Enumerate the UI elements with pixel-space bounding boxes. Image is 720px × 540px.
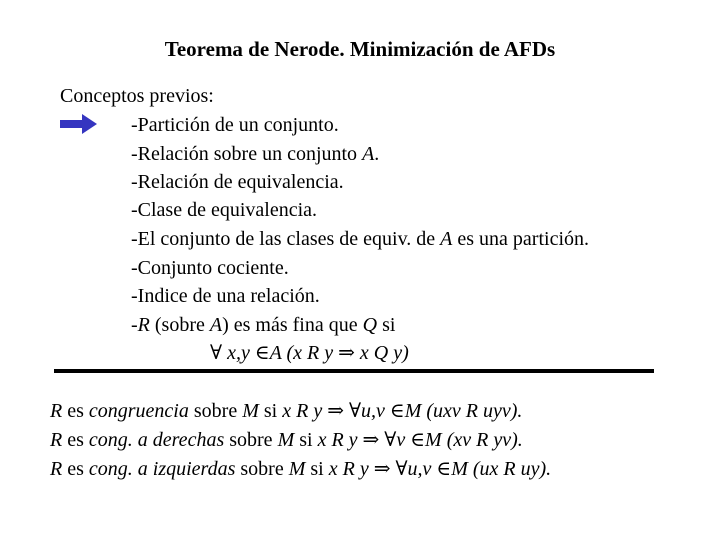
item-relacion-text: -Relación sobre un conjunto (131, 143, 358, 165)
item-mas-fina (131, 313, 395, 337)
def-es: es (67, 400, 84, 422)
def-m: M (277, 429, 295, 451)
item-relacion-conjunto (131, 142, 379, 166)
divider-rule (54, 369, 654, 373)
fina-mid: ) es más fina que (222, 314, 358, 336)
def-condition: x R y ⇒ ∀v ∈M (xv R yv). (317, 429, 523, 451)
def-es: es (67, 458, 84, 480)
definition-congruencia (50, 399, 522, 423)
def-sobre: sobre (229, 429, 273, 451)
item-clases-pre: -El conjunto de las clases de equiv. de (131, 228, 436, 250)
def-r: R (50, 458, 63, 480)
def-term: cong. a derechas (88, 429, 225, 451)
def-condition: x R y ⇒ ∀u,v ∈M (uxv R uyv). (282, 400, 523, 422)
def-m: M (242, 400, 259, 422)
fina-q: Q (362, 314, 378, 336)
intro-text: Conceptos previos: (60, 85, 214, 107)
item-particion: -Partición de un conjunto. (131, 114, 339, 136)
def-condition: x R y ⇒ ∀u,v ∈M (ux R uy). (328, 458, 552, 480)
item-relacion-var: A (362, 143, 375, 165)
item-relacion-end: . (374, 143, 380, 165)
item-clase: -Clase de equivalencia. (131, 199, 318, 221)
def-sobre: sobre (193, 400, 238, 422)
def-m: M (288, 458, 306, 480)
fina-a: A (209, 314, 223, 336)
def-si: si (263, 400, 278, 422)
item-clases-particion (131, 227, 589, 251)
definition-cong-derechas (50, 428, 523, 452)
def-term: congruencia (88, 400, 189, 422)
slide-title: Teorema de Nerode. Minimización de AFDs (164, 37, 556, 61)
formula-text: ∀ x,y ∈A (x R y ⇒ x Q y) (210, 342, 409, 364)
def-r: R (50, 400, 63, 422)
item-equivalencia: -Relación de equivalencia. (131, 171, 344, 193)
item-clases-var: A (440, 228, 453, 250)
def-es: es (67, 429, 84, 451)
definition-cong-izquierdas (50, 457, 551, 481)
right-arrow-icon (60, 114, 97, 134)
fina-dash: - (131, 314, 138, 336)
fina-r: R (137, 314, 150, 336)
item-cociente: -Conjunto cociente. (131, 257, 289, 279)
def-si: si (310, 458, 324, 480)
def-sobre: sobre (240, 458, 284, 480)
fina-sobre: (sobre (154, 314, 205, 336)
item-indice: -Indice de una relación. (131, 285, 320, 307)
def-r: R (50, 429, 63, 451)
def-term: cong. a izquierdas (88, 458, 236, 480)
fina-si: si (382, 314, 396, 336)
item-clases-post: es una partición. (457, 228, 590, 250)
formula-mas-fina (210, 341, 409, 365)
def-si: si (299, 429, 313, 451)
